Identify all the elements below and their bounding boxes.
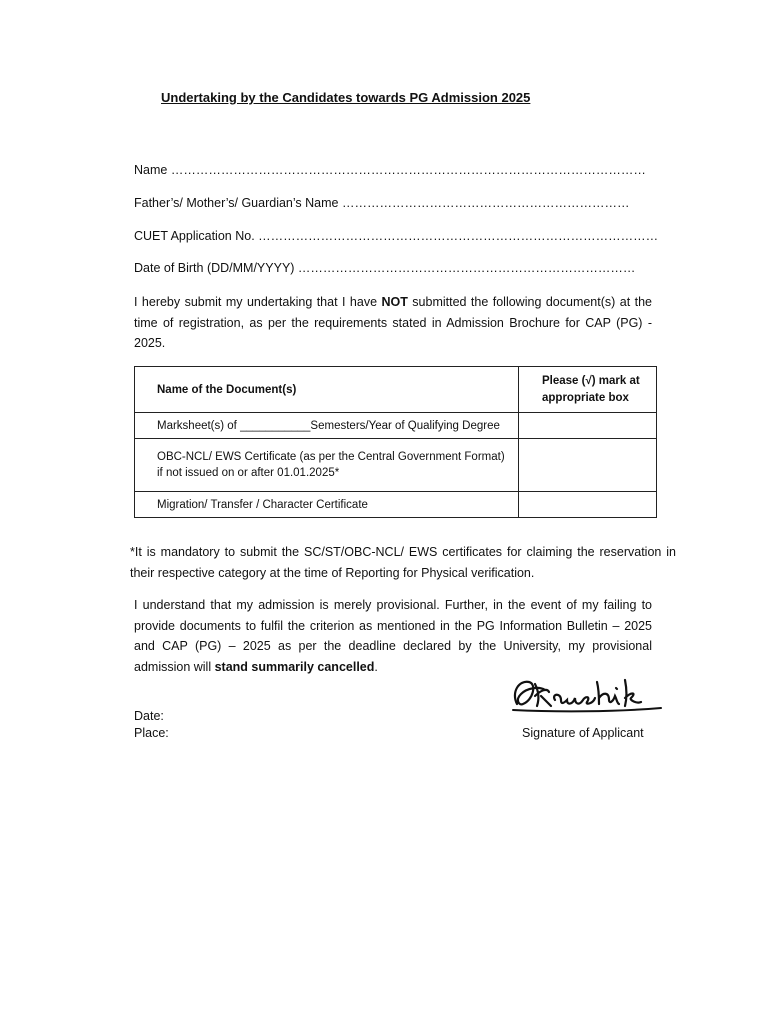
parent-name-field: Father’s/ Mother’s/ Guardian’s Name …………………………………………………………… — [134, 196, 630, 210]
page-title: Undertaking by the Candidates towards PG Admission 2025 — [161, 90, 531, 105]
row-obc-ews-line2: if not issued on or after 01.01.2025* — [157, 467, 340, 479]
table-row — [135, 413, 657, 439]
place-label: Place: — [134, 726, 169, 740]
signature-label: Signature of Applicant — [522, 726, 644, 740]
row-marksheet: Marksheet(s) of ___________Semesters/Year of Qualifying Degree — [135, 413, 519, 439]
row-obc-ews-line1: OBC-NCL/ EWS Certificate (as per the Central Government Format) — [157, 451, 505, 463]
understanding-bold: stand summarily cancelled — [214, 659, 375, 674]
signature-image — [505, 670, 665, 720]
understanding-paragraph — [134, 595, 652, 677]
declaration-paragraph — [134, 292, 652, 354]
header-document-name: Name of the Document(s) — [135, 367, 519, 413]
name-field: Name …………………………………………………………………………………………………… — [134, 163, 646, 177]
table-header-row — [135, 367, 657, 413]
marksheet-checkbox[interactable] — [519, 413, 657, 439]
obc-ews-checkbox[interactable] — [519, 439, 657, 492]
header-mark: Please (√) mark at appropriate box — [519, 367, 657, 413]
reservation-note: *It is mandatory to submit the SC/ST/OBC-NCL/ EWS certificates for claiming the reservation in their respective category at the time of Reporting for Physical verification. — [130, 545, 676, 580]
date-label: Date: — [134, 709, 164, 723]
table-row — [135, 492, 657, 518]
declaration-not-bold: NOT — [381, 295, 408, 309]
date-of-birth-field: Date of Birth (DD/MM/YYYY) ……………………………………………………………………… — [134, 261, 636, 275]
declaration-text-end: submitted the following document(s) at the time of registration, as per the requirements stated in Admission Brochure for CAP (PG) - 2025. — [134, 295, 652, 350]
understanding-end: . — [374, 659, 378, 674]
row-obc-ews — [135, 439, 519, 492]
table-row — [135, 439, 657, 492]
declaration-text-start: I hereby submit my undertaking that I have — [134, 295, 382, 309]
understanding-text: I understand that my admission is merely provisional. Further, in the event of my failing to provide documents to fulfil the criterion as mentioned in the PG Information Bulletin – 2025 and CAP (PG) – 2025 as per the deadline declared by the University, my provisional admission will — [134, 598, 652, 674]
cuet-application-field: CUET Application No. …………………………………………………………………………………… — [134, 229, 659, 243]
migration-checkbox[interactable] — [519, 492, 657, 518]
row-migration: Migration/ Transfer / Character Certificate — [135, 492, 519, 518]
documents-table — [134, 366, 657, 518]
